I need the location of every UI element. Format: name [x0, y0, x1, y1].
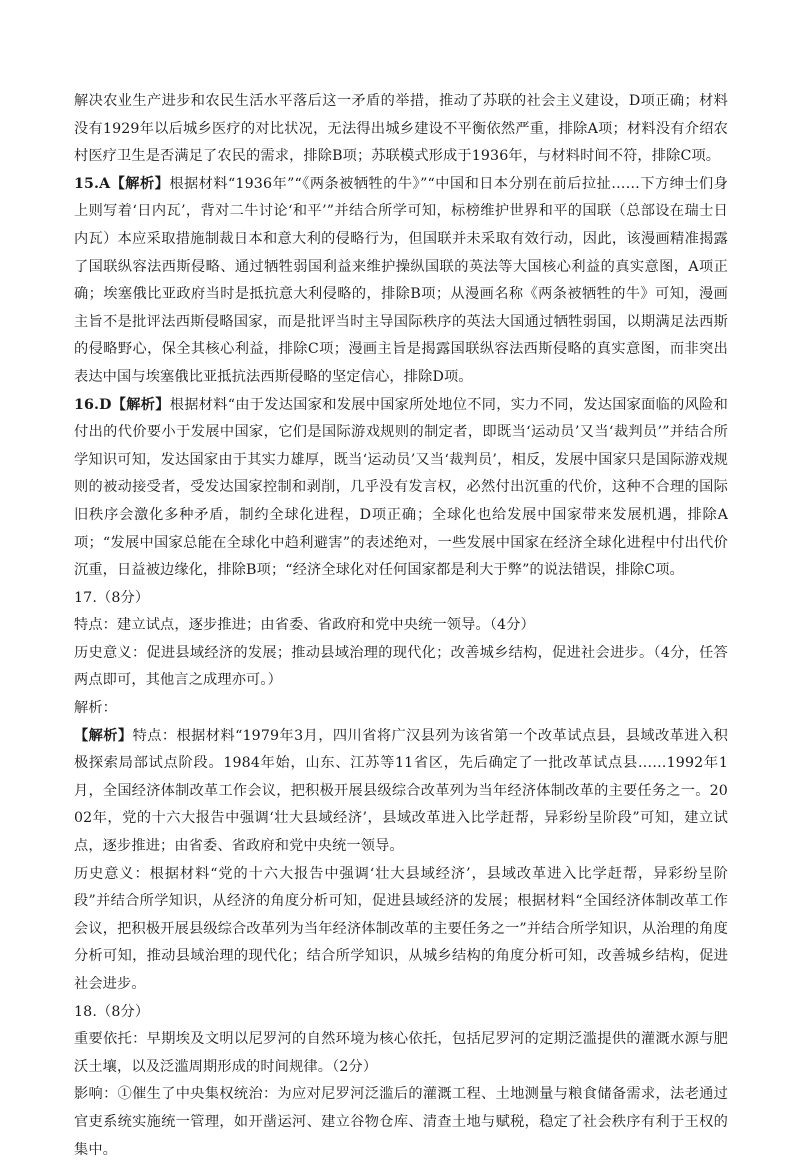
- question-heading-18: 18.（8分）: [74, 1003, 150, 1020]
- q18-impact-answer: 影响：①催生了中央集权统治：为应对尼罗河泛滥后的灌溉工程、土地测量与粮食储备需求，法老通过官吏系统实施统一管理，如开凿运河、建立谷物仓库、清查土地与赋税，稳定了社会秩序有利于王权的集中。: [74, 1086, 728, 1158]
- question-heading-17: 17.（8分）: [74, 589, 150, 606]
- q17-meaning-answer: 历史意义：促进县域经济的发展；推动县域治理的现代化；改善城乡结构，促进社会进步。（4分，任答两点即可，其他言之成理亦可。）: [74, 644, 728, 689]
- question-number: 16.D: [74, 396, 112, 413]
- paragraph-q17-analysis: 【解析】特点：根据材料“1979年3月，四川省将广汉县列为该省第一个改革试点县，县域改革进入积极探索局部试点阶段。1984年始，山东、江苏等11省区，先后确定了一批改革试点县……1992年1月，全国经济体制改革工作会议，把积极开展县级综合改革列为当年经济体制改革的主要任务之一。2002年，党的十六大报告中强调‘壮大县域经济’，县域改革进入比学赶帮，异彩纷呈阶段”可知，建立试点，逐步推进；由省委、省政府和党中央统一领导。: [74, 727, 728, 855]
- analysis-tag: 【解析】: [111, 396, 170, 413]
- answer-document: [74, 88, 728, 1164]
- analysis-tag: 【解析】: [110, 175, 170, 192]
- analysis-tag: 【解析】: [74, 727, 133, 744]
- paragraph-q17-analysis-2: 历史意义：根据材料“党的十六大报告中强调‘壮大县域经济’，县域改革进入比学赶帮，异彩纷呈阶段”并结合所学知识，从经济的角度分析可知，促进县域经济的发展；根据材料“全国经济体制改革工作会议，把积极开展县级综合改革列为当年经济体制改革的主要任务之一”并结合所学知识，从治理的角度分析可知，推动县域治理的现代化；结合所学知识，从城乡结构的角度分析可知，改善城乡结构，促进社会进步。: [74, 865, 728, 992]
- paragraph-q14-tail: 解决农业生产进步和农民生活水平落后这一矛盾的举措，推动了苏联的社会主义建设，D项正确；材料没有1929年以后城乡医疗的对比状况，无法得出城乡建设不平衡依然严重，排除A项；材料没有介绍农村医疗卫生是否满足了农民的需求，排除B项；苏联模式形成于1936年，与材料时间不符，排除C项。: [74, 93, 728, 165]
- paragraph-q16: 16.D【解析】根据材料“由于发达国家和发展中国家所处地位不同，实力不同，发达国家面临的风险和付出的代价要小于发展中国家，它们是国际游戏规则的制定者，即既当‘运动员’又当‘裁判员’”并结合所学知识可知，发达国家由于其实力雄厚，既当‘运动员’又当‘裁判员’，相反，发展中国家只是国际游戏规则的被动接受者，受发达国家控制和剥削，几乎没有发言权，必然付出沉重的代价，这种不合理的国际旧秩序会激化多种矛盾，制约全球化进程，D项正确；全球化也给发展中国家带来发展机遇，排除A项；“发展中国家总能在全球化中趋利避害”的表述绝对，一些发展中国家在经济全球化进程中付出代价沉重，日益被边缘化，排除B项；“经济全球化对任何国家都是利大于弊”的说法错误，排除C项。: [74, 396, 729, 579]
- q17-feature-answer: 特点：建立试点，逐步推进；由省委、省政府和党中央统一领导。（4分）: [74, 617, 535, 634]
- q17-jiexi-label: 解析：: [74, 700, 118, 717]
- paragraph-q15: 15.A【解析】根据材料“1936年”“《两条被牺牲的牛》”“中国和日本分别在前后拉扯……下方绅士们身上则写着‘日内瓦’，背对二牛讨论‘和平’”并结合所学可知，标榜维护世界和平的国联（总部设在瑞士日内瓦）本应采取措施制裁日本和意大利的侵略行为，但国联并未采取有效行动，因此，该漫画精准揭露了国联纵容法西斯侵略、通过牺牲弱国利益来维护操纵国联的英法等大国核心利益的真实意图，A项正确；埃塞俄比亚政府当时是抵抗意大利侵略的，排除B项；从漫画名称《两条被牺牲的牛》可知，漫画主旨不是批评法西斯侵略国家，而是批评当时主导国际秩序的英法大国通过牺牲弱国，以期满足法西斯的侵略野心，保全其核心利益，排除C项；漫画主旨是揭露国联纵容法西斯侵略的真实意图，而非突出表达中国与埃塞俄比亚抵抗法西斯侵略的坚定信心，排除D项。: [74, 175, 729, 385]
- q18-basis-answer: 重要依托：早期埃及文明以尼罗河的自然环境为核心依托，包括尼罗河的定期泛滥提供的灌溉水源与肥沃土壤，以及泛滥周期形成的时间规律。（2分）: [74, 1031, 728, 1075]
- question-number: 15.A: [74, 175, 111, 192]
